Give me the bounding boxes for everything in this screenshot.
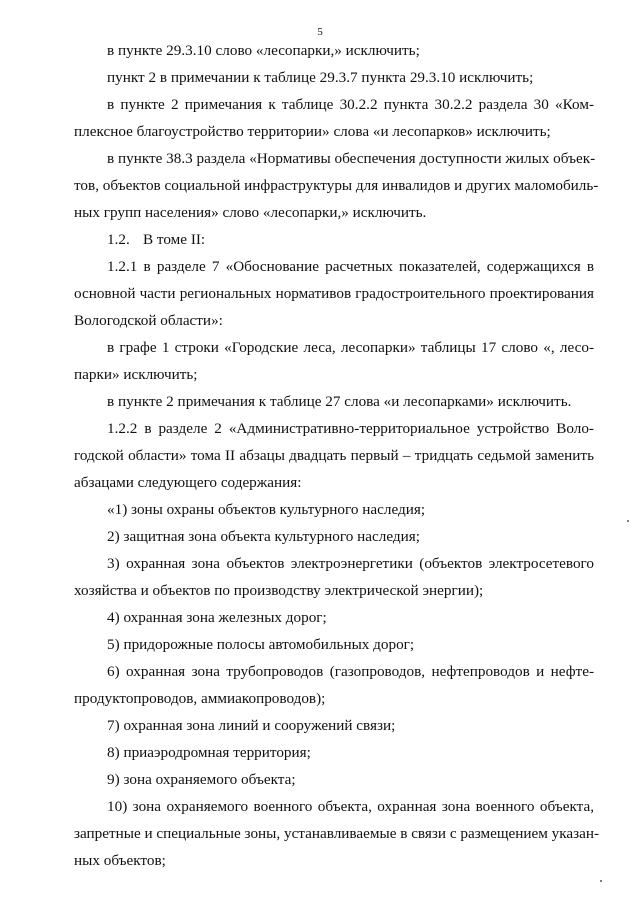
text-line: плексное благоустройство территории» слова «и лесопарков» исключить; (74, 123, 551, 140)
text-line: 8) приаэродромная территория; (107, 744, 311, 761)
text-line: 1.2.2 в разделе 2 «Административно-территориальное устройство Воло- (107, 420, 594, 437)
section-heading (107, 231, 205, 249)
text-line: пункт 2 в примечании к таблице 29.3.7 пункта 29.3.10 исключить; (107, 69, 534, 86)
text-line: в пункте 29.3.10 слово «лесопарки,» исключить; (107, 42, 420, 59)
text-line: абзацами следующего содержания: (74, 474, 302, 491)
section-number: 1.2. (107, 231, 130, 248)
text-line: в пункте 38.3 раздела «Нормативы обеспечения доступности жилых объек- (107, 150, 596, 167)
text-line: основной части региональных нормативов градостроительного проектирования (74, 285, 594, 302)
text-line: «1) зоны охраны объектов культурного наследия; (107, 501, 426, 518)
text-line: в графе 1 строки «Городские леса, лесопарки» таблицы 17 слово «, лесо- (107, 339, 594, 356)
scan-speck (600, 880, 602, 882)
text-line: в пункте 2 примечания к таблице 30.2.2 пункта 30.2.2 раздела 30 «Ком- (107, 96, 594, 113)
text-line: 7) охранная зона линий и сооружений связи; (107, 717, 396, 734)
text-line: 1.2.1 в разделе 7 «Обоснование расчетных показателей, содержащихся в (107, 258, 594, 275)
text-line: 3) охранная зона объектов электроэнергетики (объектов электросетевого (107, 555, 594, 572)
text-line: 10) зона охраняемого военного объекта, охранная зона военного объекта, (107, 798, 594, 815)
text-line: 6) охранная зона трубопроводов (газопроводов, нефтепроводов и нефте- (107, 663, 594, 680)
page-number: 5 (317, 26, 323, 38)
text-line: Вологодской области»: (74, 312, 223, 329)
text-line: хозяйства и объектов по производству электрической энергии); (74, 582, 484, 599)
section-title: В томе II: (143, 231, 206, 248)
text-line: годской области» тома II абзацы двадцать первый – тридцать седьмой заменить (74, 447, 594, 464)
text-line: 5) придорожные полосы автомобильных дорог; (107, 636, 415, 653)
text-line: тов, объектов социальной инфраструктуры для инвалидов и других маломобиль- (74, 177, 599, 194)
text-line: 2) защитная зона объекта культурного наследия; (107, 528, 420, 545)
text-line: в пункте 2 примечания к таблице 27 слова «и лесопарками» исключить. (107, 393, 572, 410)
text-line: ных объектов; (74, 852, 166, 869)
text-line: ных групп населения» слово «лесопарки,» исключить. (74, 204, 427, 221)
text-line: парки» исключить; (74, 366, 198, 383)
text-line: запретные и специальные зоны, устанавливаемые в связи с размещением указан- (74, 825, 600, 842)
text-line: 4) охранная зона железных дорог; (107, 609, 327, 626)
scan-speck (627, 520, 629, 522)
text-line: 9) зона охраняемого объекта; (107, 771, 296, 788)
text-line: продуктопроводов, аммиакопроводов); (74, 690, 326, 707)
